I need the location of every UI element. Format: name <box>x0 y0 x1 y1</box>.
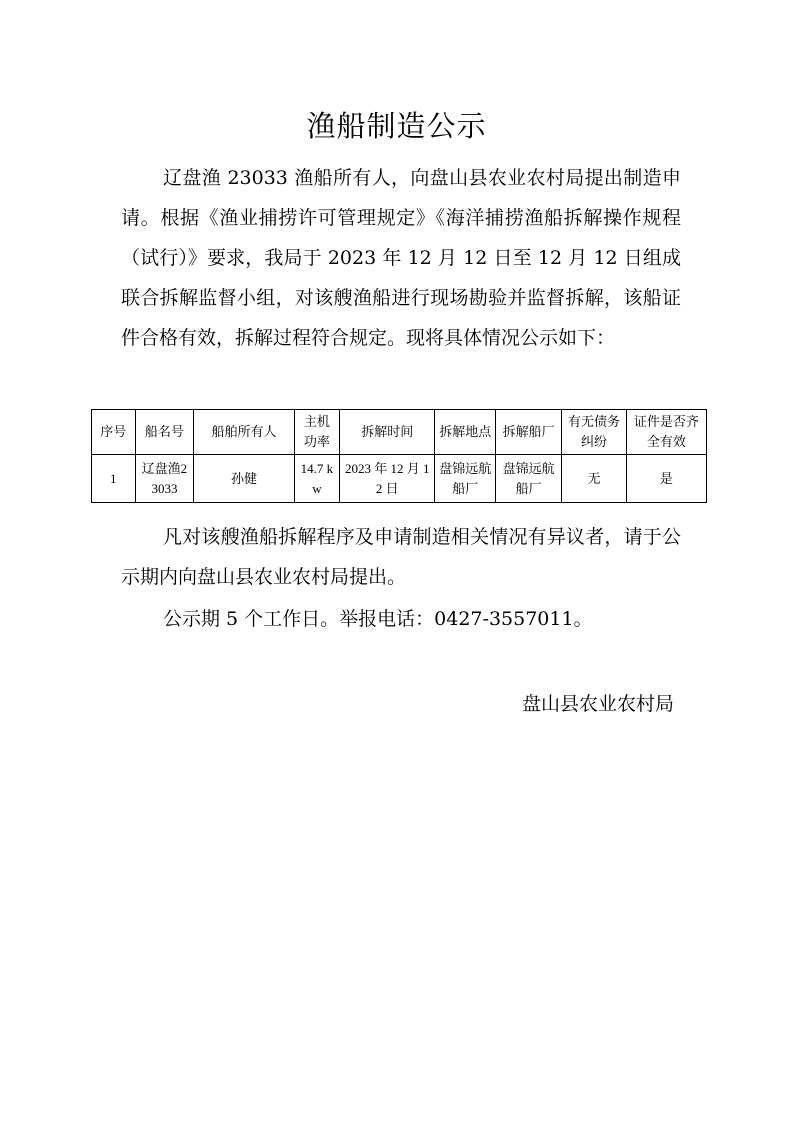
cell-dismantle-location: 盘锦远航船厂 <box>435 455 496 503</box>
cell-dismantle-time: 2023 年 12 月 12 日 <box>340 455 435 503</box>
header-vessel-name: 船名号 <box>135 410 194 455</box>
cell-vessel-name: 辽盘渔23033 <box>135 455 194 503</box>
header-debt-dispute: 有无债务纠纷 <box>562 410 627 455</box>
page-title: 渔船制造公示 <box>306 109 487 143</box>
table-row <box>92 455 707 503</box>
cell-engine-power: 14.7 kw <box>294 455 340 503</box>
header-dismantle-time: 拆解时间 <box>340 410 435 455</box>
header-owner: 船舶所有人 <box>194 410 294 455</box>
header-dismantle-location: 拆解地点 <box>435 410 496 455</box>
objection-paragraph: 凡对该艘渔船拆解程序及申请制造相关情况有异议者，请于公示期内向盘山县农业农村局提出。 <box>121 526 681 588</box>
dismantling-info-table <box>91 409 707 503</box>
header-dismantle-shipyard: 拆解船厂 <box>496 410 562 455</box>
issuer-signature: 盘山县农业农村局 <box>521 693 674 715</box>
cell-dismantle-shipyard: 盘锦远航船厂 <box>496 455 562 503</box>
header-index: 序号 <box>92 410 136 455</box>
header-engine-power: 主机功率 <box>294 410 340 455</box>
cell-owner: 孙健 <box>194 455 294 503</box>
cell-debt-dispute: 无 <box>562 455 627 503</box>
cell-certificates-valid: 是 <box>626 455 706 503</box>
header-certificates-valid: 证件是否齐全有效 <box>626 410 706 455</box>
cell-index: 1 <box>92 455 136 503</box>
publicity-period-paragraph: 公示期 5 个工作日。举报电话：0427-3557011。 <box>163 608 593 630</box>
intro-paragraph: 辽盘渔 23033 渔船所有人，向盘山县农业农村局提出制造申请。根据《渔业捕捞许可管理规定》《海洋捕捞渔船拆解操作规程（试行）》要求，我局于 2023 年 12 月 12 日至 12 月 12 日组成联合拆解监督小组，对该艘渔船进行现场勘验并监督拆解，该船证件合格有效，拆解过程符合规定。现将具体情况公示如下： <box>121 167 681 349</box>
table-header-row <box>92 410 707 455</box>
